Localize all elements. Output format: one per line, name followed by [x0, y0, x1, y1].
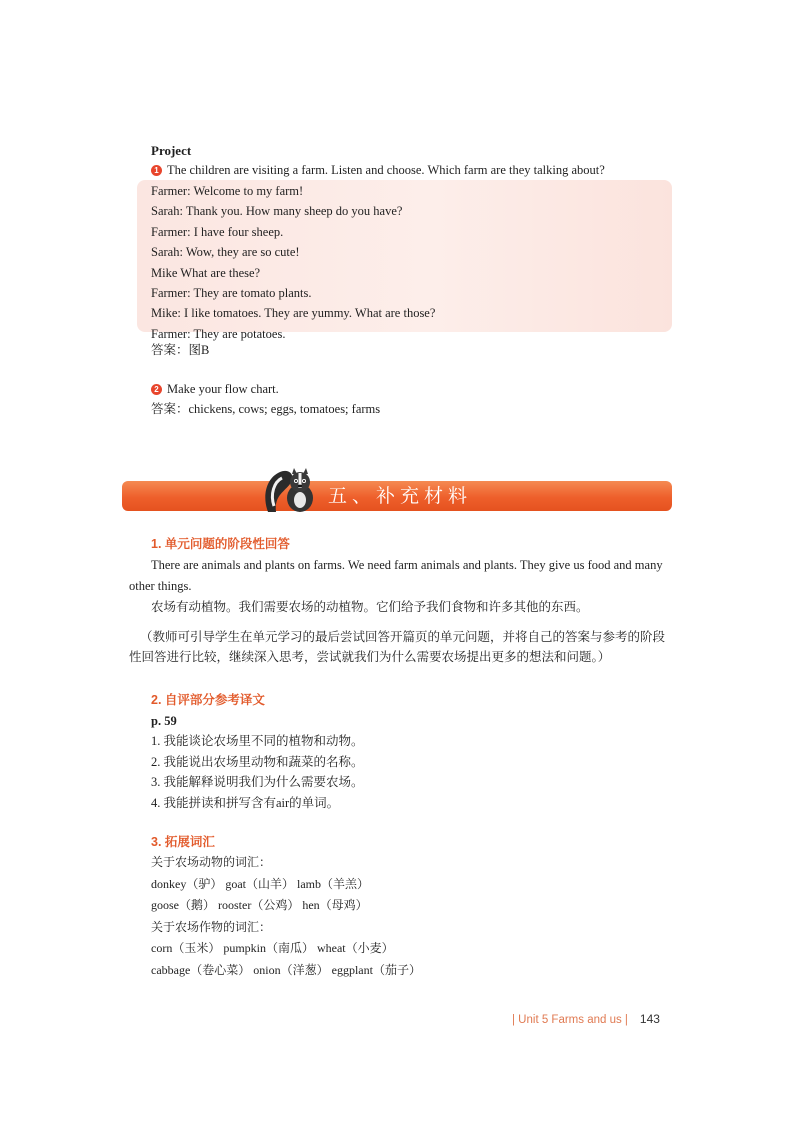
task2-text: Make your flow chart.	[167, 382, 279, 396]
task1-text: The children are visiting a farm. Listen and choose. Which farm are they talking about?	[167, 163, 605, 177]
section1-teacher-note-line1: （教师可引导学生在单元学习的最后尝试回答开篇页的单元问题，并将自己的答案与参考的阶段	[140, 630, 666, 644]
page-number: 143	[639, 1012, 660, 1026]
banner-title: 五、补充材料	[328, 485, 473, 507]
section1-english-line2: other things.	[129, 579, 192, 593]
section1-heading: 1. 单元问题的阶段性回答	[151, 537, 290, 551]
section1-chinese-translation: 农场有动植物。我们需要农场的动植物。它们给予我们食物和许多其他的东西。	[151, 600, 589, 614]
project-title: Project	[151, 143, 192, 158]
task1-number-badge: 1	[151, 165, 162, 176]
answer2: 答案：chickens, cows; eggs, tomatoes; farms	[151, 402, 381, 416]
self-assessment-list	[151, 731, 364, 813]
dialogue-line: Sarah: Thank you. How many sheep do you have?	[151, 204, 403, 219]
page-footer	[512, 1012, 660, 1026]
section2-heading: 2. 自评部分参考译文	[151, 693, 265, 707]
list-item: 4. 我能拼读和拼写含有air的单词。	[151, 795, 340, 810]
vocabulary-line: goose（鹅） rooster（公鸡） hen（母鸡）	[151, 898, 368, 912]
dialogue-lines	[151, 181, 435, 344]
section1-english-line1: There are animals and plants on farms. We need farm animals and plants. They give us food and many	[151, 558, 663, 572]
dialogue-line: Farmer: I have four sheep.	[151, 224, 284, 239]
dialogue-line: Sarah: Wow, they are so cute!	[151, 245, 300, 260]
dialogue-line: Farmer: They are tomato plants.	[151, 286, 312, 301]
dialogue-line: Mike: I like tomatoes. They are yummy. What are those?	[151, 306, 436, 321]
dialogue-line: Farmer: They are potatoes.	[151, 326, 286, 341]
dialogue-line: Mike What are these?	[151, 265, 261, 280]
list-item: 2. 我能说出农场里动物和蔬菜的名称。	[151, 754, 364, 769]
section3-heading: 3. 拓展词汇	[151, 835, 215, 849]
vocabulary-line: donkey（驴） goat（山羊） lamb（羊羔）	[151, 876, 369, 891]
section1-teacher-note-line2: 性回答进行比较，继续深入思考，尝试就我们为什么需要农场提出更多的想法和问题。）	[129, 650, 611, 664]
dialogue-line: Farmer: Welcome to my farm!	[151, 184, 304, 198]
vocabulary-line: cabbage（卷心菜） onion（洋葱） eggplant（茄子）	[151, 962, 421, 977]
footer-unit-label: | Unit 5 Farms and us |	[512, 1014, 628, 1026]
task1	[151, 160, 605, 181]
skunk-mascot-icon	[260, 466, 322, 514]
list-item: 3. 我能解释说明我们为什么需要农场。	[151, 775, 364, 789]
vocabulary-list	[151, 852, 421, 981]
answer1: 答案：图B	[151, 343, 210, 357]
vocabulary-line: 关于农场作物的词汇：	[151, 919, 272, 934]
task2-number-badge: 2	[151, 384, 162, 395]
page-reference: p. 59	[151, 714, 177, 728]
vocabulary-line: corn（玉米） pumpkin（南瓜） wheat（小麦）	[151, 941, 394, 955]
vocabulary-line: 关于农场动物的词汇：	[151, 855, 272, 869]
list-item: 1. 我能谈论农场里不同的植物和动物。	[151, 734, 364, 748]
task2	[151, 379, 279, 400]
